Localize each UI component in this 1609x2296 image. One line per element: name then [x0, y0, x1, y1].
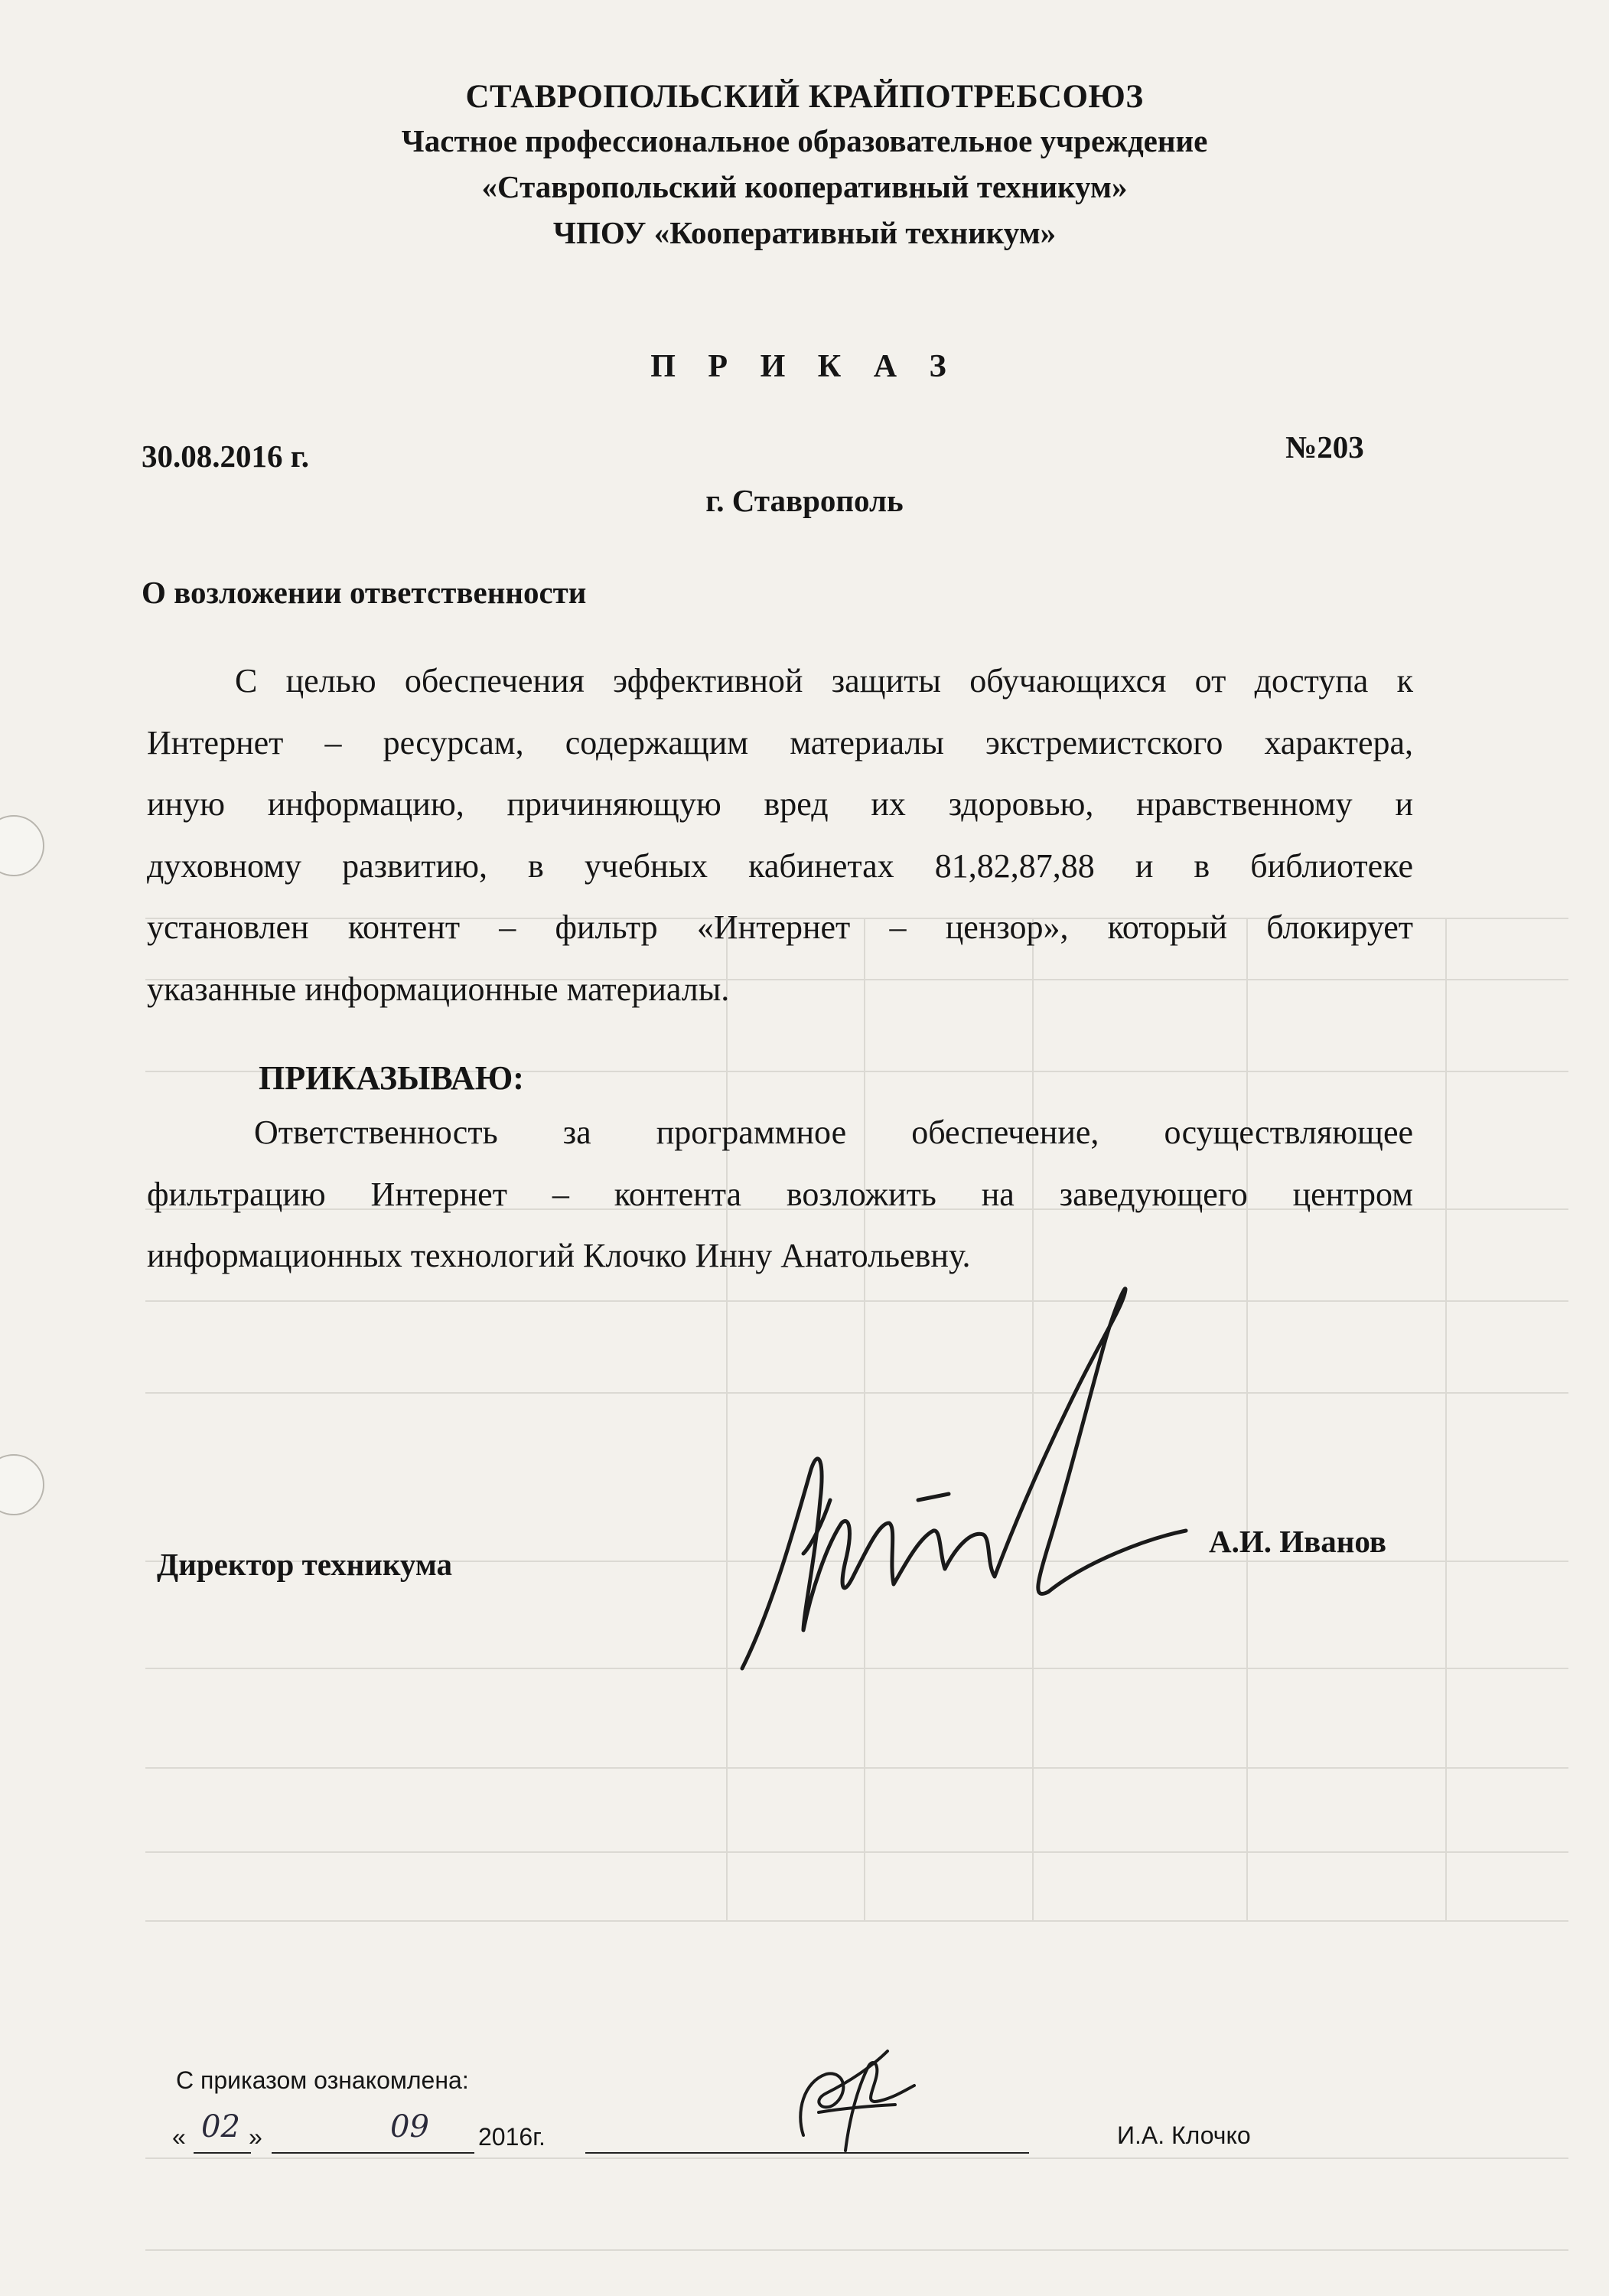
order-word: ПРИКАЗЫВАЮ: [259, 1059, 524, 1097]
paragraph-1-line: установлен контент – фильтр «Интернет – цензор», который блокирует [147, 908, 1413, 946]
paragraph-2-line: Ответственность за программное обеспечение, осуществляющее [254, 1114, 1413, 1151]
document-title: П Р И К А З [650, 349, 959, 384]
body-paragraph-1 [147, 651, 1413, 1020]
paragraph-1-line: указанные информационные материалы. [147, 970, 730, 1008]
signatory-name: А.И. Иванов [1209, 1524, 1387, 1559]
acknowledger-name: И.А. Клочко [1117, 2122, 1251, 2149]
institution-short-name: ЧПОУ «Кооперативный техникум» [552, 215, 1057, 250]
director-signature-image [689, 1270, 1224, 1699]
date-open-quote: « [172, 2123, 186, 2151]
paragraph-1-line: С целью обеспечения эффективной защиты обучающихся от доступа к [235, 662, 1413, 700]
paragraph-1-line: иную информацию, причиняющую вред их здоровью, нравственному и [147, 785, 1413, 823]
date-month-handwritten: 09 [390, 2109, 429, 2144]
paragraph-1-line: Интернет – ресурсам, содержащим материалы экстремистского характера, [147, 723, 1413, 762]
acknowledger-signature-image [773, 2020, 926, 2174]
institution-line-2: «Ставропольский кооперативный техникум» [481, 169, 1128, 204]
day-underline [194, 2152, 251, 2154]
org-name: СТАВРОПОЛЬСКИЙ КРАЙПОТРЕБСОЮЗ [465, 79, 1144, 115]
order-date: 30.08.2016 г. [142, 439, 309, 474]
paragraph-2-line: информационных технологий Клочко Инну Анатольевну. [147, 1237, 971, 1274]
signatory-position: Директор техникума [157, 1547, 453, 1582]
paragraph-2-line: фильтрацию Интернет – контента возложить на заведующего центром [147, 1175, 1413, 1213]
acknowledgement-label: С приказом ознакомлена: [176, 2066, 469, 2094]
punch-hole-top [0, 815, 44, 876]
body-paragraph-2 [147, 1102, 1413, 1287]
date-year: 2016г. [478, 2123, 546, 2151]
punch-hole-bottom [0, 1454, 44, 1515]
order-subject: О возложении ответственности [142, 575, 587, 610]
date-close-quote: » [249, 2123, 262, 2151]
paragraph-1-line: духовному развитию, в учебных кабинетах 81,82,87,88 и в библиотеке [147, 846, 1413, 885]
month-underline [272, 2152, 474, 2154]
date-day-handwritten: 02 [201, 2109, 240, 2144]
order-number: №203 [1285, 429, 1364, 465]
order-city: г. Ставрополь [705, 483, 904, 518]
institution-line-1: Частное профессиональное образовательное учреждение [401, 123, 1208, 158]
